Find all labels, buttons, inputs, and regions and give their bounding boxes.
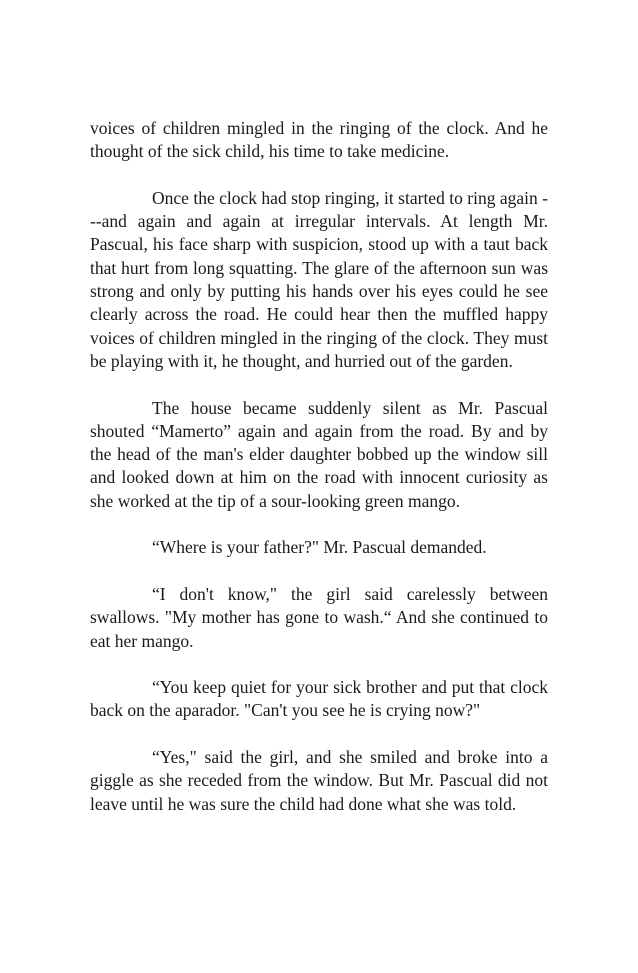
paragraph-where-is-father: “Where is your father?" Mr. Pascual demanded. <box>152 537 487 558</box>
document-page <box>90 117 548 839</box>
paragraph-yes-said-girl: “Yes," said the girl, and she smiled and broke into a giggle as she receded from the window. But Mr. Pascual did not leave until he was sure the child had done what she was told. <box>90 747 548 814</box>
paragraph-house-silent: The house became suddenly silent as Mr. Pascual shouted “Mamerto” again and again from the road. By and by the head of the man's elder daughter bobbed up the window sill and looked down at him on the road with innocent curiosity as she worked at the tip of a sour-looking green mango. <box>90 397 548 511</box>
paragraph-keep-quiet: “You keep quiet for your sick brother and put that clock back on the aparador. "Can't you see he is crying now?" <box>90 677 548 721</box>
paragraph-continuation: voices of children mingled in the ringing of the clock. And he thought of the sick child, his time to take medicine. <box>90 118 548 162</box>
paragraph-clock-ringing: Once the clock had stop ringing, it started to ring again ---and again and again at irregular intervals. At length Mr. Pascual, his face sharp with suspicion, stood up with a taut back that hurt from long squatting. The glare of the afternoon sun was strong and only by putting his hands over his eyes could he see clearly across the road. He could hear then the muffled happy voices of children mingled in the ringing of the clock. They must be playing with it, he thought, and hurried out of the garden. <box>90 187 548 371</box>
paragraph-girl-reply: “I don't know," the girl said carelessly between swallows. "My mother has gone to wash.“ And she continued to eat her mango. <box>90 583 548 651</box>
